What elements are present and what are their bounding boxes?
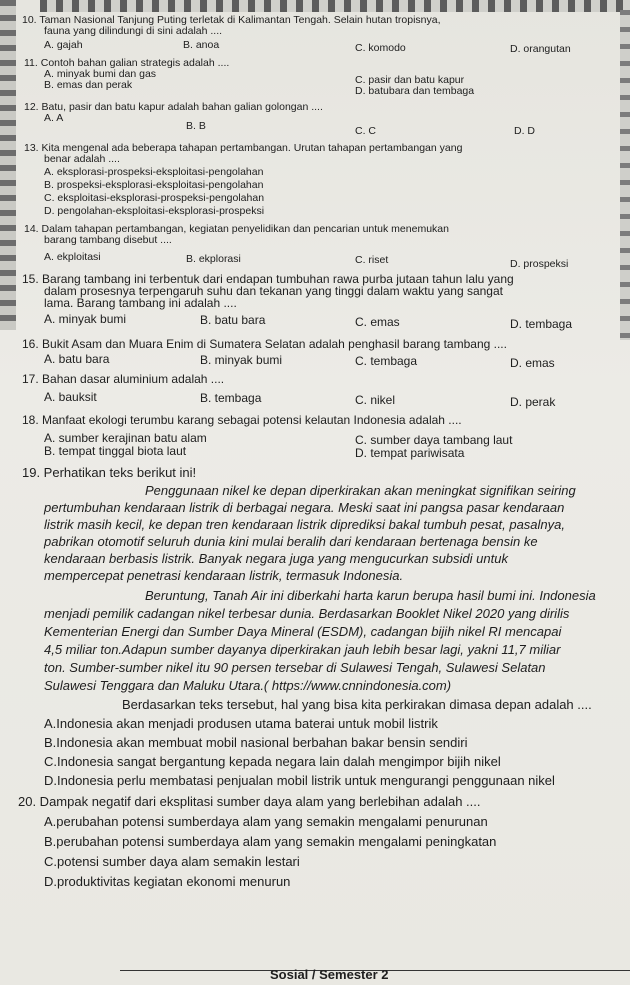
q13-option-d[interactable]: D. pengolahan-eksploitasi-eksplorasi-prospeksi [44, 205, 265, 217]
q14-option-a[interactable]: A. ekploitasi [44, 251, 101, 263]
question-15-text-cont: dalam prosesnya terpengaruh suhu dan tekanan yang tinggi dalam waktu yang sangat [44, 284, 503, 298]
question-16-text: 16. Bukit Asam dan Muara Enim di Sumatera Selatan adalah penghasil barang tambang .... [22, 337, 507, 351]
passage-p1-line-2: pertumbuhan kendaraan listrik di berbagai negara. Meski saat ini pangsa pasar kendaraan [44, 500, 565, 515]
q19-option-b[interactable]: B.Indonesia akan membuat mobil nasional berbahan bakar bensin sendiri [44, 735, 468, 750]
q19-option-c[interactable]: C.Indonesia sangat bergantung kepada negara lain dalah mengimpor bijih nikel [44, 754, 501, 769]
q13-option-b[interactable]: B. prospeksi-eksplorasi-eksploitasi-pengolahan [44, 179, 264, 191]
q13-option-a[interactable]: A. eksplorasi-prospeksi-eksploitasi-pengolahan [44, 166, 264, 178]
q10-option-d[interactable]: D. orangutan [510, 43, 571, 55]
q14-option-b[interactable]: B. ekplorasi [186, 253, 241, 265]
q16-option-b[interactable]: B. minyak bumi [200, 353, 283, 367]
top-edge-pattern [40, 0, 630, 12]
question-20-text: 20. Dampak negatif dari eksplitasi sumber daya alam yang berlebihan adalah .... [18, 794, 481, 809]
q12-option-c[interactable]: C. C [355, 125, 376, 137]
passage-p1-line-1: Penggunaan nikel ke depan diperkirakan akan meningkat signifikan seiring [145, 483, 576, 498]
q20-option-c[interactable]: C.potensi sumber daya alam semakin lestari [44, 854, 300, 869]
question-13-text: 13. Kita mengenal ada beberapa tahapan pertambangan. Urutan tahapan pertambangan yang [24, 142, 463, 154]
q19-option-d[interactable]: D.Indonesia perlu membatasi penjualan mobil listrik untuk mengurangi penggunaan nikel [44, 773, 555, 788]
q13-option-c[interactable]: C. eksploitasi-eksplorasi-prospeksi-pengolahan [44, 192, 265, 204]
binding-rings [0, 0, 16, 330]
q18-option-a[interactable]: A. sumber kerajinan batu alam [44, 431, 207, 445]
q17-option-a[interactable]: A. bauksit [44, 390, 97, 404]
passage-p1-line-5: kendaraan berbasis listrik. Banyak negara juga yang mengucurkan subsidi untuk [44, 551, 508, 566]
passage-p2-line-5: ton. Sumber-sumber nikel itu 90 persen tersebar di Sulawesi Tengah, Sulawesi Selatan [44, 660, 546, 675]
question-18-text: 18. Manfaat ekologi terumbu karang sebagai potensi kelautan Indonesia adalah .... [22, 413, 462, 427]
q15-option-b[interactable]: B. batu bara [200, 313, 266, 327]
right-edge-pattern [620, 10, 630, 340]
q11-option-d[interactable]: D. batubara dan tembaga [355, 85, 475, 97]
q18-option-d[interactable]: D. tempat pariwisata [355, 446, 465, 460]
q11-option-a[interactable]: A. minyak bumi dan gas [44, 68, 157, 80]
q16-option-a[interactable]: A. batu bara [44, 352, 110, 366]
q19-option-a[interactable]: A.Indonesia akan menjadi produsen utama baterai untuk mobil listrik [44, 716, 438, 731]
q18-option-c[interactable]: C. sumber daya tambang laut [355, 433, 513, 447]
q10-option-c[interactable]: C. komodo [355, 42, 406, 54]
question-15-text-cont2: lama. Barang tambang ini adalah .... [44, 296, 237, 310]
question-11-text: 11. Contoh bahan galian strategis adalah .... [24, 57, 230, 69]
q14-option-c[interactable]: C. riset [355, 254, 389, 266]
q18-option-b[interactable]: B. tempat tinggal biota laut [44, 444, 187, 458]
question-14-text-cont: barang tambang disebut .... [44, 234, 172, 246]
passage-p2-line-1: Beruntung, Tanah Air ini diberkahi harta karun berupa hasil bumi ini. Indonesia [145, 588, 596, 603]
q17-option-b[interactable]: B. tembaga [200, 391, 262, 405]
question-15-text: 15. Barang tambang ini terbentuk dari endapan tumbuhan rawa purba jutaan tahun lalu yang [22, 272, 514, 286]
question-19-text: 19. Perhatikan teks berikut ini! [22, 465, 197, 480]
q15-option-c[interactable]: C. emas [355, 315, 400, 329]
passage-p2-line-3: Kementerian Energi dan Sumber Daya Mineral (ESDM), cadangan bijih nikel RI mencapai [44, 624, 562, 639]
question-14-text: 14. Dalam tahapan pertambangan, kegiatan penyelidikan dan pencarian untuk menemukan [24, 223, 449, 235]
q20-option-a[interactable]: A.perubahan potensi sumberdaya alam yang semakin mengalami penurunan [44, 814, 488, 829]
question-12-text: 12. Batu, pasir dan batu kapur adalah bahan galian golongan .... [24, 101, 323, 113]
passage-p2-line-6: Sulawesi Tenggara dan Maluku Utara.( https://www.cnnindonesia.com) [44, 678, 452, 693]
q11-option-c[interactable]: C. pasir dan batu kapur [355, 74, 465, 86]
q20-option-d[interactable]: D.produktivitas kegiatan ekonomi menurun [44, 874, 291, 889]
passage-p2-line-4: 4,5 miliar ton.Adapun sumber dayanya diperkirakan jauh lebih besar lagi, yakni 11,7 miliar [44, 642, 561, 657]
question-10-text-cont: fauna yang dilindungi di sini adalah .... [44, 25, 223, 37]
question-10-text: 10. Taman Nasional Tanjung Puting terletak di Kalimantan Tengah. Selain hutan tropisnya, [22, 14, 441, 26]
passage-p1-line-6: mempercepat penetrasi kendaraan listrik, termasuk Indonesia. [44, 568, 404, 583]
footer-label: Sosial / Semester 2 [270, 967, 389, 982]
question-19-ask: Berdasarkan teks tersebut, hal yang bisa kita perkirakan dimasa depan adalah .... [122, 697, 592, 712]
q16-option-d[interactable]: D. emas [510, 356, 555, 370]
q10-option-b[interactable]: B. anoa [183, 39, 220, 51]
q11-option-b[interactable]: B. emas dan perak [44, 79, 133, 91]
q10-option-a[interactable]: A. gajah [44, 39, 83, 51]
passage-p2-line-2: menjadi pemilik cadangan nikel terbesar dunia. Berdasarkan Booklet Nikel 2020 yang dirilis [44, 606, 570, 621]
q14-option-d[interactable]: D. prospeksi [510, 258, 569, 270]
q20-option-b[interactable]: B.perubahan potensi sumberdaya alam yang semakin mengalami peningkatan [44, 834, 497, 849]
q16-option-c[interactable]: C. tembaga [355, 354, 418, 368]
q12-option-d[interactable]: D. D [514, 125, 535, 137]
q12-option-a[interactable]: A. A [44, 112, 64, 124]
q12-option-b[interactable]: B. B [186, 120, 206, 132]
q15-option-a[interactable]: A. minyak bumi [44, 312, 127, 326]
question-13-text-cont: benar adalah .... [44, 153, 120, 165]
passage-p1-line-3: listrik masih kecil, ke depan tren kendaraan listrik diprediksi bakal tumbuh pesat, pasalnya, [44, 517, 565, 532]
passage-p1-line-4: pabrikan otomotif seluruh dunia kini mulai beralih dari kendaraan bertenaga bensin ke [44, 534, 538, 549]
q15-option-d[interactable]: D. tembaga [510, 317, 573, 331]
q17-option-c[interactable]: C. nikel [355, 393, 396, 407]
q17-option-d[interactable]: D. perak [510, 395, 556, 409]
question-17-text: 17. Bahan dasar aluminium adalah .... [22, 372, 225, 386]
